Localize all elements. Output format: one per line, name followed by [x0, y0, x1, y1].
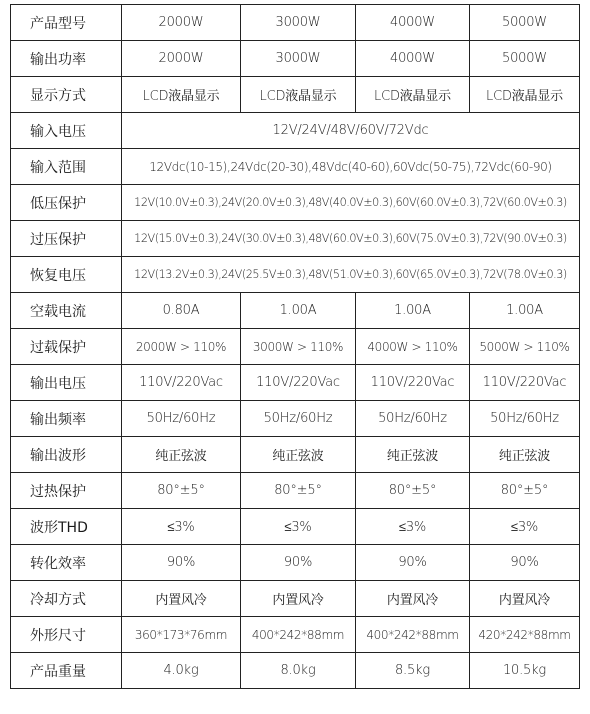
table-row [11, 293, 580, 329]
cell: 纯正弦波 [470, 437, 580, 473]
cell: 80°±5° [241, 473, 356, 509]
table-row [11, 653, 580, 689]
cell: LCD液晶显示 [241, 77, 356, 113]
cell: 1.00A [356, 293, 470, 329]
cell: 5000W > 110% [470, 329, 580, 365]
cell: LCD液晶显示 [470, 77, 580, 113]
cell: 90% [241, 545, 356, 581]
span-cell: 12V(10.0V±0.3),24V(20.0V±0.3),48V(40.0V±0.3),60V(60.0V±0.3),72V(60.0V±0.3) [122, 185, 580, 221]
cell: 90% [356, 545, 470, 581]
table-row [11, 437, 580, 473]
cell: 50Hz/60Hz [122, 401, 241, 437]
cell: 400*242*88mm [241, 617, 356, 653]
cell: 0.80A [122, 293, 241, 329]
span-cell: 12Vdc(10-15),24Vdc(20-30),48Vdc(40-60),60Vdc(50-75),72Vdc(60-90) [122, 149, 580, 185]
cell: 110V/220Vac [356, 365, 470, 401]
cell: ≤3% [470, 509, 580, 545]
row-label: 外形尺寸 [11, 617, 122, 653]
row-label: 低压保护 [11, 185, 122, 221]
row-label: 产品重量 [11, 653, 122, 689]
cell: 1.00A [241, 293, 356, 329]
cell: 80°±5° [470, 473, 580, 509]
row-label: 输入范围 [11, 149, 122, 185]
span-cell: 12V(13.2V±0.3),24V(25.5V±0.3),48V(51.0V±0.3),60V(65.0V±0.3),72V(78.0V±0.3) [122, 257, 580, 293]
cell: 内置风冷 [241, 581, 356, 617]
cell: LCD液晶显示 [356, 77, 470, 113]
cell: 50Hz/60Hz [241, 401, 356, 437]
table-row [11, 545, 580, 581]
cell: 10.5kg [470, 653, 580, 689]
span-cell: 12V(15.0V±0.3),24V(30.0V±0.3),48V(60.0V±0.3),60V(75.0V±0.3),72V(90.0V±0.3) [122, 221, 580, 257]
row-label: 输出频率 [11, 401, 122, 437]
cell: 110V/220Vac [122, 365, 241, 401]
table-row [11, 509, 580, 545]
cell: 5000W [470, 41, 580, 77]
cell: 360*173*76mm [122, 617, 241, 653]
row-label: 波形THD [11, 509, 122, 545]
row-label: 输出波形 [11, 437, 122, 473]
row-label: 空载电流 [11, 293, 122, 329]
cell: 内置风冷 [470, 581, 580, 617]
cell: 110V/220Vac [470, 365, 580, 401]
table-row [11, 473, 580, 509]
cell: 4000W [356, 41, 470, 77]
cell: 90% [470, 545, 580, 581]
span-cell: 12V/24V/48V/60V/72Vdc [122, 113, 580, 149]
table-row [11, 329, 580, 365]
cell: ≤3% [122, 509, 241, 545]
cell: 纯正弦波 [241, 437, 356, 473]
row-label: 产品型号 [11, 5, 122, 41]
cell: 2000W [122, 41, 241, 77]
table-row [11, 185, 580, 221]
table-row [11, 365, 580, 401]
cell: LCD液晶显示 [122, 77, 241, 113]
cell: 3000W > 110% [241, 329, 356, 365]
cell: 8.5kg [356, 653, 470, 689]
cell: 110V/220Vac [241, 365, 356, 401]
row-label: 输出电压 [11, 365, 122, 401]
cell: 50Hz/60Hz [470, 401, 580, 437]
table-row [11, 401, 580, 437]
table-row [11, 77, 580, 113]
cell: 内置风冷 [122, 581, 241, 617]
cell: 50Hz/60Hz [356, 401, 470, 437]
row-label: 输入电压 [11, 113, 122, 149]
table-row [11, 581, 580, 617]
cell: 纯正弦波 [122, 437, 241, 473]
cell: 内置风冷 [356, 581, 470, 617]
cell: 4000W [356, 5, 470, 41]
cell: 4000W > 110% [356, 329, 470, 365]
cell: ≤3% [241, 509, 356, 545]
table-row [11, 113, 580, 149]
row-label: 冷却方式 [11, 581, 122, 617]
row-label: 显示方式 [11, 77, 122, 113]
table-row [11, 257, 580, 293]
cell: 3000W [241, 5, 356, 41]
row-label: 转化效率 [11, 545, 122, 581]
table-row [11, 149, 580, 185]
cell: 400*242*88mm [356, 617, 470, 653]
row-label: 过热保护 [11, 473, 122, 509]
cell: 420*242*88mm [470, 617, 580, 653]
table-row [11, 617, 580, 653]
cell: 4.0kg [122, 653, 241, 689]
cell: 90% [122, 545, 241, 581]
cell: 1.00A [470, 293, 580, 329]
spec-table [10, 4, 580, 689]
row-label: 过压保护 [11, 221, 122, 257]
row-label: 输出功率 [11, 41, 122, 77]
row-label: 恢复电压 [11, 257, 122, 293]
cell: 80°±5° [122, 473, 241, 509]
cell: ≤3% [356, 509, 470, 545]
cell: 8.0kg [241, 653, 356, 689]
cell: 2000W > 110% [122, 329, 241, 365]
table-row [11, 41, 580, 77]
row-label: 过载保护 [11, 329, 122, 365]
cell: 3000W [241, 41, 356, 77]
cell: 5000W [470, 5, 580, 41]
table-row [11, 5, 580, 41]
table-row [11, 221, 580, 257]
cell: 2000W [122, 5, 241, 41]
cell: 80°±5° [356, 473, 470, 509]
cell: 纯正弦波 [356, 437, 470, 473]
